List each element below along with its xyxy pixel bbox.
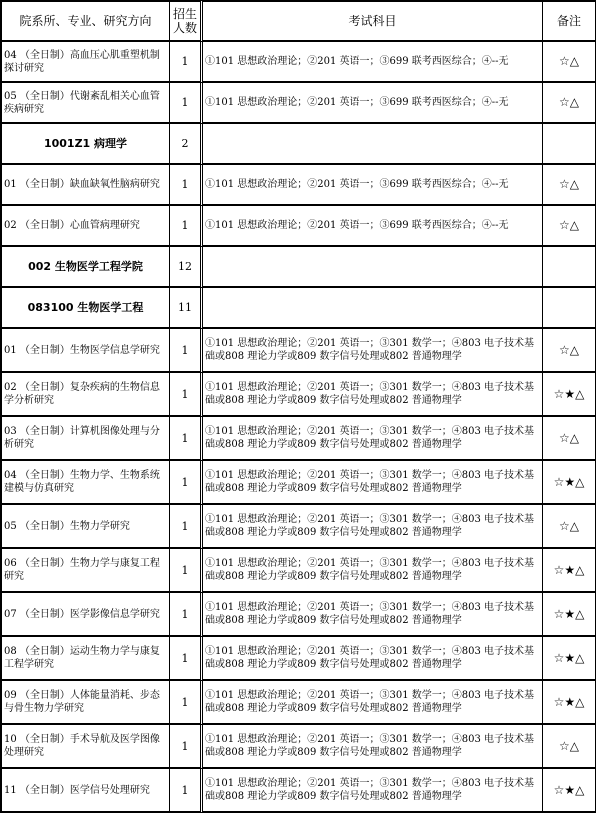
remark-symbols: ☆★△: [543, 373, 596, 417]
exam-subjects: ①101 思想政治理论；②201 英语一；③301 数学一；④803 电子技术基础或808 理论力学或809 数字信号处理或802 普通物理学: [203, 461, 543, 505]
enrollment-count: 1: [170, 637, 203, 681]
remark-symbols: ☆★△: [543, 681, 596, 725]
section-heading: 1001Z1 病理学: [0, 124, 170, 165]
enrollment-count: 2: [170, 124, 203, 165]
table-row: [0, 329, 596, 373]
exam-subjects: ①101 思想政治理论；②201 英语一；③699 联考西医综合；④--无: [203, 165, 543, 206]
section-heading: 002 生物医学工程学院: [0, 247, 170, 288]
research-direction: 03 （全日制）计算机图像处理与分析研究: [0, 417, 170, 461]
enrollment-count: 1: [170, 593, 203, 637]
table-row: [0, 42, 596, 83]
exam-subjects: ①101 思想政治理论；②201 英语一；③699 联考西医综合；④--无: [203, 83, 543, 124]
enrollment-count: 11: [170, 288, 203, 329]
exam-subjects: [203, 247, 543, 288]
remark-symbols: ☆★△: [543, 593, 596, 637]
remark-symbols: ☆△: [543, 165, 596, 206]
exam-subjects: ①101 思想政治理论；②201 英语一；③301 数学一；④803 电子技术基础或808 理论力学或809 数字信号处理或802 普通物理学: [203, 505, 543, 549]
exam-subjects: ①101 思想政治理论；②201 英语一；③301 数学一；④803 电子技术基础或808 理论力学或809 数字信号处理或802 普通物理学: [203, 417, 543, 461]
exam-subjects: ①101 思想政治理论；②201 英语一；③301 数学一；④803 电子技术基础或808 理论力学或809 数字信号处理或802 普通物理学: [203, 593, 543, 637]
table-row: [0, 288, 596, 329]
header-subjects: 考试科目: [203, 0, 543, 42]
exam-subjects: ①101 思想政治理论；②201 英语一；③301 数学一；④803 电子技术基础或808 理论力学或809 数字信号处理或802 普通物理学: [203, 637, 543, 681]
table-row: [0, 769, 596, 813]
exam-subjects: ①101 思想政治理论；②201 英语一；③301 数学一；④803 电子技术基础或808 理论力学或809 数字信号处理或802 普通物理学: [203, 549, 543, 593]
table-row: [0, 165, 596, 206]
research-direction: 07 （全日制）医学影像信息学研究: [0, 593, 170, 637]
enrollment-count: 1: [170, 42, 203, 83]
table-row: [0, 417, 596, 461]
table-body: [0, 42, 596, 813]
header-dept: 院系所、专业、研究方向: [0, 0, 170, 42]
table-row: [0, 505, 596, 549]
table-row: [0, 593, 596, 637]
remark-symbols: ☆△: [543, 505, 596, 549]
research-direction: 05 （全日制）生物力学研究: [0, 505, 170, 549]
enrollment-count: 1: [170, 461, 203, 505]
remark-symbols: [543, 124, 596, 165]
research-direction: 06 （全日制）生物力学与康复工程研究: [0, 549, 170, 593]
table-row: [0, 681, 596, 725]
remark-symbols: [543, 288, 596, 329]
exam-subjects: [203, 288, 543, 329]
research-direction: 01 （全日制）缺血缺氧性脑病研究: [0, 165, 170, 206]
table-row: [0, 637, 596, 681]
remark-symbols: ☆★△: [543, 549, 596, 593]
enrollment-count: 1: [170, 549, 203, 593]
research-direction: 11 （全日制）医学信号处理研究: [0, 769, 170, 813]
table-row: [0, 461, 596, 505]
enrollment-count: 12: [170, 247, 203, 288]
enrollment-count: 1: [170, 206, 203, 247]
enrollment-count: 1: [170, 373, 203, 417]
table-row: [0, 124, 596, 165]
research-direction: 01 （全日制）生物医学信息学研究: [0, 329, 170, 373]
enrollment-count: 1: [170, 165, 203, 206]
exam-subjects: ①101 思想政治理论；②201 英语一；③301 数学一；④803 电子技术基础或808 理论力学或809 数字信号处理或802 普通物理学: [203, 769, 543, 813]
remark-symbols: ☆△: [543, 83, 596, 124]
remark-symbols: ☆★△: [543, 637, 596, 681]
research-direction: 04 （全日制）生物力学、生物系统建模与仿真研究: [0, 461, 170, 505]
research-direction: 09 （全日制）人体能量消耗、步态与骨生物力学研究: [0, 681, 170, 725]
research-direction: 04 （全日制）高血压心肌重塑机制探讨研究: [0, 42, 170, 83]
remark-symbols: ☆△: [543, 206, 596, 247]
exam-subjects: ①101 思想政治理论；②201 英语一；③301 数学一；④803 电子技术基础或808 理论力学或809 数字信号处理或802 普通物理学: [203, 329, 543, 373]
table-row: [0, 549, 596, 593]
remark-symbols: ☆△: [543, 329, 596, 373]
table-row: [0, 725, 596, 769]
enrollment-count: 1: [170, 329, 203, 373]
table-header-row: [0, 0, 596, 42]
research-direction: 02 （全日制）心血管病理研究: [0, 206, 170, 247]
enrollment-count: 1: [170, 83, 203, 124]
remark-symbols: ☆△: [543, 725, 596, 769]
research-direction: 05 （全日制）代谢紊乱相关心血管疾病研究: [0, 83, 170, 124]
header-note: 备注: [543, 0, 596, 42]
enrollment-count: 1: [170, 417, 203, 461]
exam-subjects: ①101 思想政治理论；②201 英语一；③699 联考西医综合；④--无: [203, 206, 543, 247]
research-direction: 10 （全日制）手术导航及医学图像处理研究: [0, 725, 170, 769]
exam-subjects: ①101 思想政治理论；②201 英语一；③301 数学一；④803 电子技术基础或808 理论力学或809 数字信号处理或802 普通物理学: [203, 373, 543, 417]
section-heading: 083100 生物医学工程: [0, 288, 170, 329]
table-row: [0, 206, 596, 247]
remark-symbols: ☆△: [543, 42, 596, 83]
exam-subjects: [203, 124, 543, 165]
enrollment-count: 1: [170, 505, 203, 549]
remark-symbols: ☆△: [543, 417, 596, 461]
enrollment-count: 1: [170, 725, 203, 769]
exam-subjects: ①101 思想政治理论；②201 英语一；③699 联考西医综合；④--无: [203, 42, 543, 83]
enrollment-count: 1: [170, 681, 203, 725]
exam-subjects: ①101 思想政治理论；②201 英语一；③301 数学一；④803 电子技术基础或808 理论力学或809 数字信号处理或802 普通物理学: [203, 725, 543, 769]
table-row: [0, 83, 596, 124]
remark-symbols: ☆★△: [543, 461, 596, 505]
remark-symbols: [543, 247, 596, 288]
exam-subjects: ①101 思想政治理论；②201 英语一；③301 数学一；④803 电子技术基础或808 理论力学或809 数字信号处理或802 普通物理学: [203, 681, 543, 725]
remark-symbols: ☆★△: [543, 769, 596, 813]
research-direction: 08 （全日制）运动生物力学与康复工程学研究: [0, 637, 170, 681]
header-quota: 招生人数: [170, 0, 203, 42]
table-row: [0, 247, 596, 288]
table-row: [0, 373, 596, 417]
research-direction: 02 （全日制）复杂疾病的生物信息学分析研究: [0, 373, 170, 417]
enrollment-count: 1: [170, 769, 203, 813]
